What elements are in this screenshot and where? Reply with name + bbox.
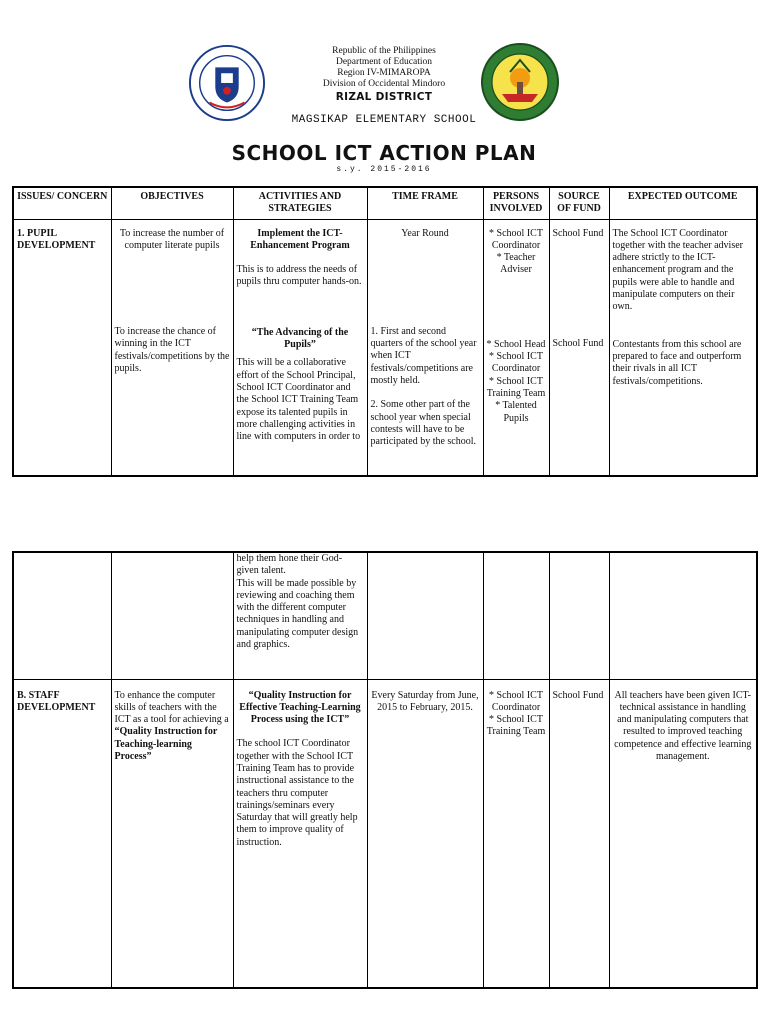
col-header-time-frame: TIME FRAME	[367, 187, 483, 219]
table-row	[13, 552, 757, 679]
col-header-source: SOURCE OF FUND	[549, 187, 609, 219]
col-header-objectives: OBJECTIVES	[111, 187, 233, 219]
persons-3b: * School ICT Training Team	[486, 714, 546, 738]
activity-title-3: “Quality Instruction for Effective Teaching-Learning Process using the ICT”	[239, 689, 361, 726]
outcome-3: All teachers have been given ICT-technical assistance in handling and manipulating computers that resulted to improved teaching competence and effective learning management.	[614, 689, 752, 762]
persons-3a: * School ICT Coordinator	[489, 689, 543, 713]
action-plan-table-page2	[12, 551, 758, 989]
persons-1b: * Teacher Adviser	[496, 252, 536, 276]
school-year: s.y. 2015-2016	[336, 165, 432, 174]
activity-continued-2: This will be made possible by reviewing and coaching them with the different computer techniques in handling and manipulating computer design and graphics.	[236, 577, 359, 651]
source-fund-3: School Fund	[552, 689, 604, 701]
header-republic: Republic of the Philippines	[332, 46, 436, 56]
objective-3: To enhance the computer skills of teachers with the ICT as a tool for achieving a	[114, 689, 229, 726]
source-fund-2: School Fund	[552, 337, 604, 349]
time-frame-1: Year Round	[401, 227, 449, 239]
col-header-outcome: EXPECTED OUTCOME	[609, 187, 757, 219]
persons-2c: * School ICT Training Team	[486, 375, 546, 399]
objective-1: To increase the number of computer literate pupils	[119, 227, 225, 251]
activity-desc-3: The school ICT Coordinator together with the School ICT Training Team has to provide instructional assistance to the teachers thru computer trainings/seminars every Saturday that will greatly help them to improve quality of instruction.	[236, 738, 358, 848]
activity-title-1: Implement the ICT-Enhancement Program	[250, 227, 350, 251]
activity-continued: help them hone their God-given talent.	[236, 553, 343, 577]
header-division: Division of Occidental Mindoro	[322, 79, 446, 89]
persons-2d: * Talented Pupils	[495, 400, 537, 424]
issue-staff-development: B. STAFF DEVELOPMENT	[17, 689, 96, 713]
time-frame-2a: 1. First and second quarters of the school year when ICT festivals/competitions are mostly held.	[370, 325, 477, 387]
header-region: Region IV-MIMAROPA	[337, 68, 431, 78]
col-header-persons: PERSONS INVOLVED	[483, 187, 549, 219]
col-header-activities: ACTIVITIES AND STRATEGIES	[233, 187, 367, 219]
school-name: MAGSIKAP ELEMENTARY SCHOOL	[291, 114, 477, 126]
action-plan-table-page1	[12, 186, 758, 477]
persons-1a: * School ICT Coordinator	[489, 227, 543, 251]
table-row	[13, 219, 757, 476]
persons-2b: * School ICT Coordinator	[489, 351, 543, 375]
objective-3-bold: “Quality Instruction for Teaching-learning Process”	[114, 726, 218, 762]
header-district: RIZAL DISTRICT	[335, 91, 433, 103]
header-department: Department of Education	[335, 57, 433, 67]
document-title: SCHOOL ICT ACTION PLAN	[231, 141, 537, 165]
activity-desc-1: This is to address the needs of pupils thru computer hands-on.	[236, 264, 362, 288]
outcome-2: Contestants from this school are prepared to face and outperform their rivals in all ICT festivals/competitions.	[612, 338, 742, 387]
time-frame-3: Every Saturday from June, 2015 to February, 2015.	[371, 689, 479, 713]
activity-desc-2: This will be a collaborative effort of the School Principal, School ICT Coordinator and the School ICT Training Team expose its talented pupils in more challenging activities in line with computers in order to	[236, 357, 361, 443]
persons-2a: * School Head	[486, 338, 546, 350]
outcome-1: The School ICT Coordinator together with the teacher adviser adhere strictly to the ICT-enhancement program and the pupils were able to handle and manipulate computers on their own.	[612, 227, 743, 313]
objective-2: To increase the chance of winning in the ICT festivals/competitions by the pupils.	[114, 326, 230, 375]
table-header-row	[13, 187, 757, 219]
source-fund-1: School Fund	[552, 227, 604, 239]
table-row	[13, 679, 757, 988]
issue-pupil-development: 1. PUPIL DEVELOPMENT	[17, 227, 96, 251]
col-header-issues: ISSUES/ CONCERN	[13, 187, 111, 219]
time-frame-2b: 2. Some other part of the school year when special contests will have to be participated by the school.	[370, 399, 477, 448]
activity-title-2: “The Advancing of the Pupils”	[251, 326, 349, 351]
